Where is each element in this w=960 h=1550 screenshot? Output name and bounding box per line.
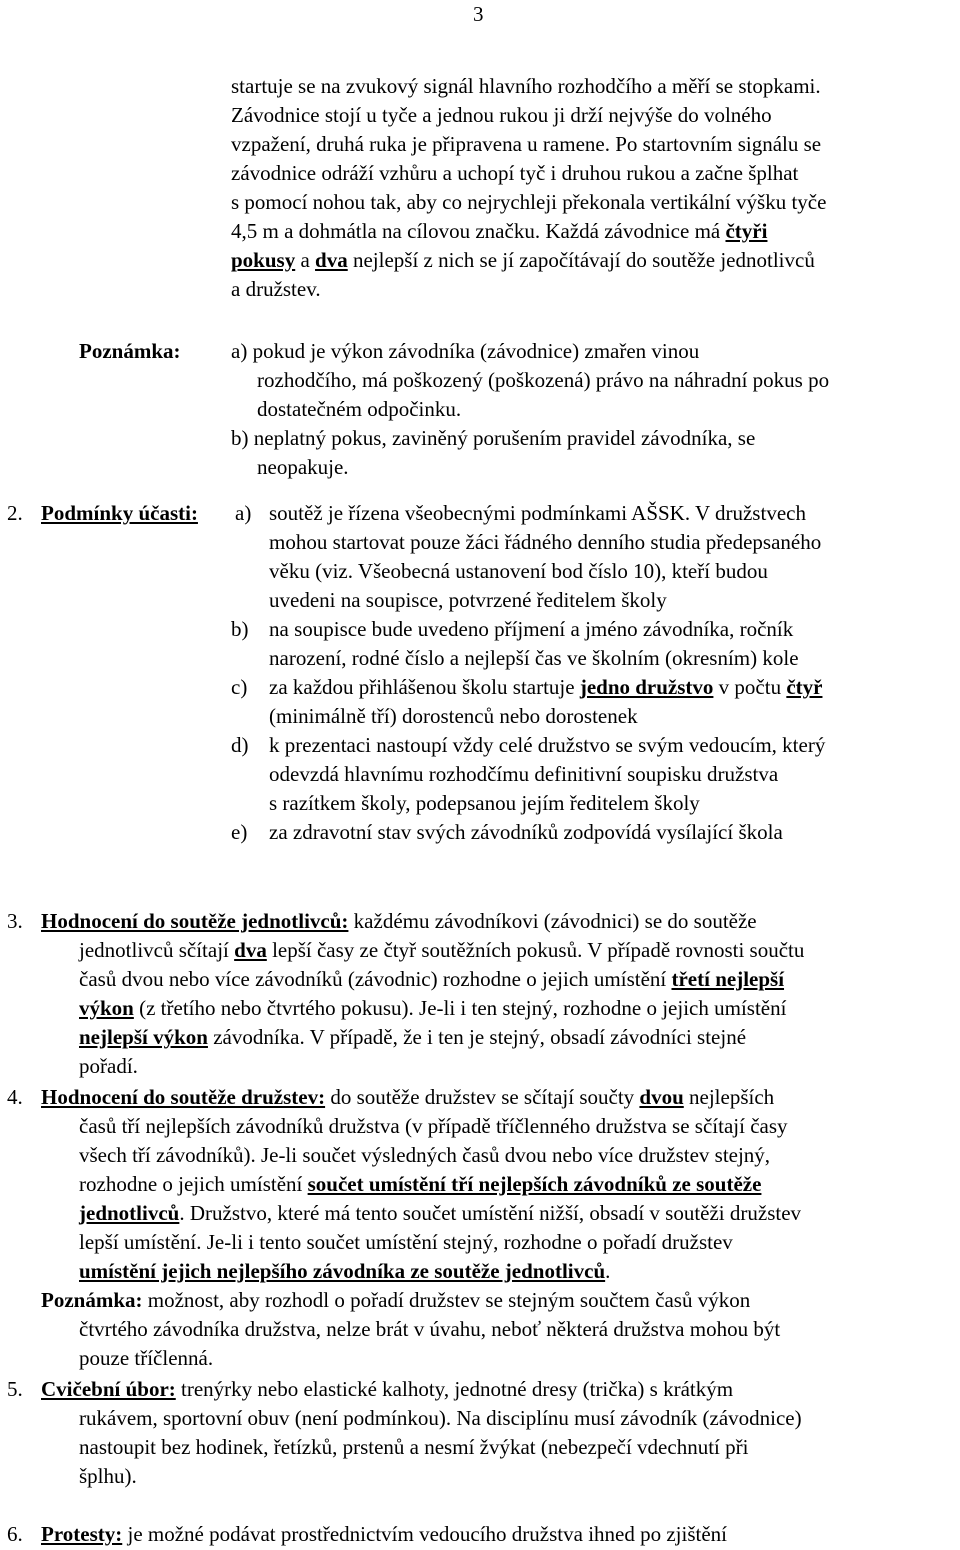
section-line: rukávem, sportovní obuv (není podmínkou). Na disciplínu musí závodník (závodnice) xyxy=(79,1406,802,1430)
emph-dva: dva xyxy=(315,248,348,272)
section-line: Cvičební úbor: trenýrky nebo elastické kalhoty, jednotné dresy (trička) s krátkým xyxy=(41,1377,734,1401)
section-number: 2. xyxy=(7,501,23,525)
section-note-line: Poznámka: možnost, aby rozhodl o pořadí družstev se stejným součtem časů výkon xyxy=(41,1288,751,1312)
section-line: umístění jejich nejlepšího závodníka ze soutěže jednotlivců. xyxy=(79,1259,611,1283)
section-line: nejlepší výkon závodníka. V případě, že i ten je stejný, obsadí závodníci stejné xyxy=(79,1025,747,1049)
section-note-line: pouze tříčlenná. xyxy=(79,1346,214,1370)
section-line: výkon (z třetího nebo čtvrtého pokusu). Je-li i ten stejný, rozhodne o jejich umístění xyxy=(79,996,787,1020)
item-letter: a) xyxy=(235,501,252,525)
intro-line: pokusy a dva nejlepší z nich se jí započítávají do soutěže jednotlivců xyxy=(231,248,815,272)
item-letter: d) xyxy=(231,733,249,757)
item-line: k prezentaci nastoupí vždy celé družstvo se svým vedoucím, který xyxy=(269,733,826,757)
note-label: Poznámka: xyxy=(41,1288,143,1312)
item-line: uvedeni na soupisce, potvrzené ředitelem školy xyxy=(269,588,667,612)
section-note-line: čtvrtého závodníka družstva, nelze brát v úvahu, neboť některá družstva mohou být xyxy=(79,1317,781,1341)
section-number: 3. xyxy=(7,909,23,933)
item-line: soutěž je řízena všeobecnými podmínkami AŠSK. V družstvech xyxy=(269,501,806,525)
section-line: Hodnocení do soutěže družstev: do soutěže družstev se sčítají součty dvou nejlepších xyxy=(41,1085,775,1109)
emph-pokusy: pokusy xyxy=(231,248,296,272)
emph-ctyri: čtyři xyxy=(725,219,768,243)
section-title: Cvičební úbor: xyxy=(41,1377,176,1401)
section-line: rozhodne o jejich umístění součet umístění tří nejlepších závodníků ze soutěže xyxy=(79,1172,762,1196)
section-line: jednotlivců. Družstvo, které má tento součet umístění nižší, obsadí v soutěži družstev xyxy=(79,1201,802,1225)
item-line: za zdravotní stav svých závodníků zodpovídá vysílající škola xyxy=(269,820,783,844)
page-number: 3 xyxy=(473,2,484,26)
section-line: Protesty: je možné podávat prostřednictvím vedoucího družstva ihned po zjištění xyxy=(41,1522,728,1546)
note-line: b) neplatný pokus, zaviněný porušením pravidel závodníka, se xyxy=(231,426,756,450)
item-line: za každou přihlášenou školu startuje jedno družstvo v počtu čtyř xyxy=(269,675,823,699)
item-line: mohou startovat pouze žáci řádného denního studia předepsaného xyxy=(269,530,822,554)
section-line: pořadí. xyxy=(79,1054,138,1078)
note-line: dostatečném odpočinku. xyxy=(257,397,462,421)
intro-line: s pomocí nohou tak, aby co nejrychleji překonala vertikální výšku tyče xyxy=(231,190,827,214)
section-line: lepší umístění. Je-li i tento součet umístění stejný, rozhodne o pořadí družstev xyxy=(79,1230,733,1254)
item-line: s razítkem školy, podepsanou jejím ředitelem školy xyxy=(269,791,700,815)
intro-line: a družstev. xyxy=(231,277,321,301)
section-number: 6. xyxy=(7,1522,23,1546)
section-line: časů dvou nebo více závodníků (závodnic) rozhodne o jejich umístění třetí nejlepší xyxy=(79,967,785,991)
item-letter: c) xyxy=(231,675,248,699)
intro-line: startuje se na zvukový signál hlavního rozhodčího a měří se stopkami. xyxy=(231,74,821,98)
note-line: rozhodčího, má poškozený (poškozená) právo na náhradní pokus po xyxy=(257,368,830,392)
item-line: na soupisce bude uvedeno příjmení a jméno závodníka, ročník xyxy=(269,617,794,641)
intro-line: 4,5 m a dohmátla na cílovou značku. Každá závodnice má čtyři xyxy=(231,219,768,243)
section-line: časů tří nejlepších závodníků družstva (v případě tříčlenného družstva se sčítají časy xyxy=(79,1114,788,1138)
note-line: a) pokud je výkon závodníka (závodnice) zmařen vinou xyxy=(231,339,700,363)
note-label: Poznámka: xyxy=(79,339,181,363)
item-line: odevzdá hlavnímu rozhodčímu definitivní soupisku družstva xyxy=(269,762,779,786)
section-line: jednotlivců sčítají dva lepší časy ze čtyř soutěžních pokusů. V případě rovnosti součtu xyxy=(79,938,805,962)
intro-line: závodnice odráží vzhůru a uchopí tyč i druhou rukou a začne šplhat xyxy=(231,161,799,185)
intro-line: Závodnice stojí u tyče a jednou rukou ji drží nejvýše do volného xyxy=(231,103,772,127)
item-letter: b) xyxy=(231,617,249,641)
item-line: (minimálně tří) dorostenců nebo dorostenek xyxy=(269,704,638,728)
item-line: narození, rodné číslo a nejlepší čas ve školním (okresním) kole xyxy=(269,646,799,670)
section-number: 4. xyxy=(7,1085,23,1109)
note-line: neopakuje. xyxy=(257,455,349,479)
section-number: 5. xyxy=(7,1377,23,1401)
item-line: věku (viz. Všeobecná ustanovení bod číslo 10), kteří budou xyxy=(269,559,768,583)
section-title: Hodnocení do soutěže jednotlivců: xyxy=(41,909,349,933)
section-title: Podmínky účasti: xyxy=(41,501,198,525)
section-line: nastoupit bez hodinek, řetízků, prstenů a nesmí žvýkat (nebezpečí vdechnutí při xyxy=(79,1435,749,1459)
section-line: všech tří závodníků). Je-li součet výsledných časů dvou nebo více družstev stejný, xyxy=(79,1143,771,1167)
section-title: Hodnocení do soutěže družstev: xyxy=(41,1085,326,1109)
section-line: šplhu). xyxy=(79,1464,137,1488)
item-letter: e) xyxy=(231,820,248,844)
section-title: Protesty: xyxy=(41,1522,123,1546)
section-line: Hodnocení do soutěže jednotlivců: každému závodníkovi (závodnici) se do soutěže xyxy=(41,909,757,933)
intro-line: vzpažení, druhá ruka je připravena u ramene. Po startovním signálu se xyxy=(231,132,822,156)
